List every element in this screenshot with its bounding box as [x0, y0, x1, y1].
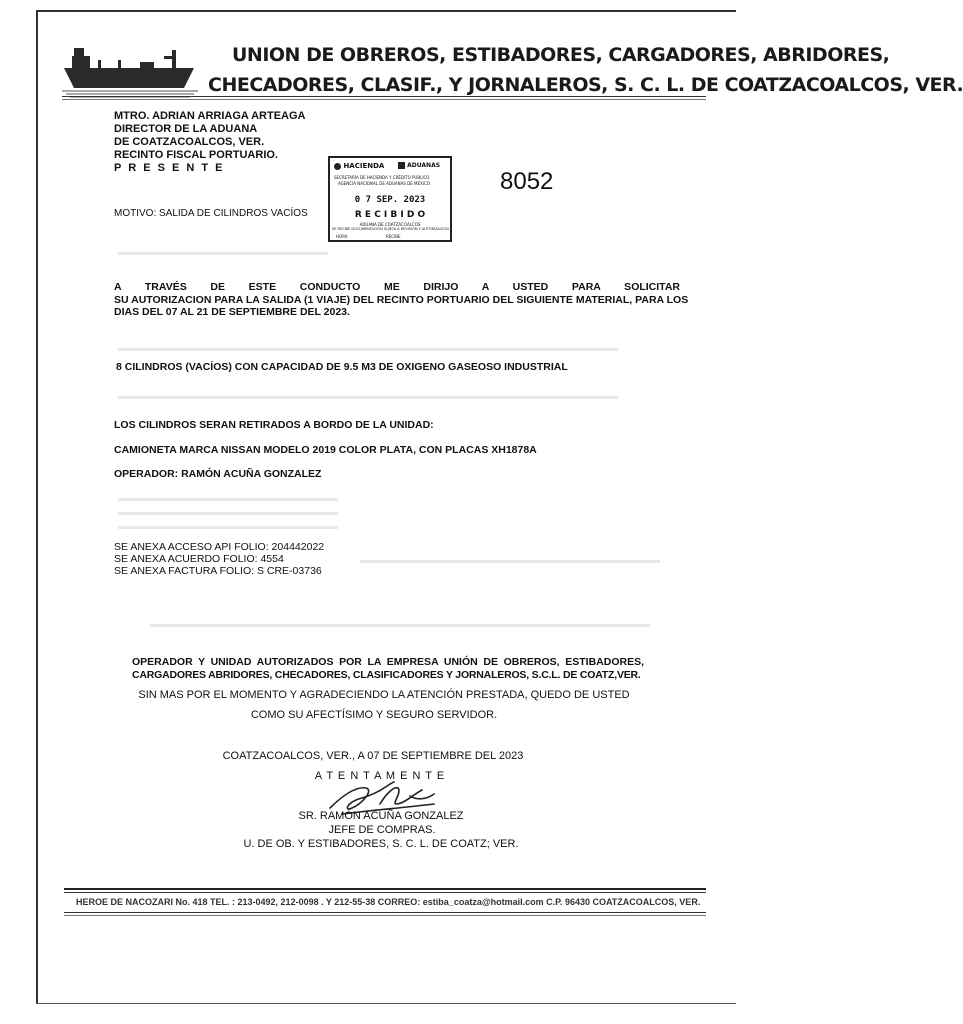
footer-rule-top [64, 888, 706, 890]
letterhead-rule [62, 96, 706, 97]
letterhead-line-1: UNION DE OBREROS, ESTIBADORES, CARGADORES, ABRIDORES, [232, 44, 890, 66]
request-line-1: A TRAVÉS DE ESTE CONDUCTO ME DIRIJO A USTED PARA SOLICITAR [114, 281, 680, 293]
annex-item: SE ANEXA ACCESO API FOLIO: 204442022 [114, 541, 325, 553]
annex-item: SE ANEXA ACUERDO FOLIO: 4554 [114, 553, 284, 565]
authorization-line-1: OPERADOR Y UNIDAD AUTORIZADOS POR LA EMPRESA UNIÓN DE OBREROS, ESTIBADORES, [132, 656, 644, 668]
vehicle-intro: LOS CILINDROS SERAN RETIRADOS A BORDO DE LA UNIDAD: [114, 419, 434, 431]
request-line-2: SU AUTORIZACION PARA LA SALIDA (1 VIAJE) DEL RECINTO PORTUARIO DEL SIGUIENTE MATERIAL, PARA LOS [114, 293, 689, 306]
bleed-through-mark [360, 560, 660, 563]
hacienda-logo-icon [334, 163, 341, 170]
bleed-through-mark [118, 348, 618, 351]
vehicle-description: CAMIONETA MARCA NISSAN MODELO 2019 COLOR PLATA, CON PLACAS XH1878A [114, 444, 537, 456]
page-border-bottom [36, 1003, 736, 1004]
stamp-agency-2: AGENCIA NACIONAL DE ADUANAS DE MÉXICO [338, 181, 430, 186]
bleed-through-mark [118, 526, 338, 529]
stamp-aduanas: ADUANAS [407, 162, 441, 169]
authorization-line-2: CARGADORES ABRIDORES, CHECADORES, CLASIFICADORES Y JORNALEROS, S.C.L. DE COATZ,VER. [132, 669, 641, 681]
stamp-hora: HORA [336, 234, 348, 239]
closing-line-2: COMO SU AFECTÍSIMO Y SEGURO SERVIDOR. [250, 709, 498, 721]
bleed-through-mark [118, 498, 338, 501]
bleed-through-mark [118, 252, 328, 255]
addressee-block [114, 110, 305, 175]
footer-rule-bottom-thin [64, 915, 706, 916]
addressee-title: DIRECTOR DE LA ADUANA [114, 123, 258, 135]
addressee-city: DE COATZACOALCOS, VER. [114, 136, 265, 148]
annex-item: SE ANEXA FACTURA FOLIO: S CRE-03736 [114, 565, 322, 577]
annex-list [114, 541, 324, 577]
letterhead-rule-thin [62, 99, 706, 100]
place-and-date: COATZACOALCOS, VER., A 07 DE SEPTIEMBRE DEL 2023 [222, 750, 524, 762]
material-description: 8 CILINDROS (VACÍOS) CON CAPACIDAD DE 9.5 M3 DE OXIGENO GASEOSO INDUSTRIAL [116, 361, 568, 373]
operator-line: OPERADOR: RAMÓN ACUÑA GONZALEZ [114, 468, 322, 480]
salutation: A T E N T A M E N T E [314, 770, 446, 782]
signer-title: JEFE DE COMPRAS. [328, 824, 436, 836]
folio-number: 8052 [500, 168, 554, 195]
closing-line-1: SIN MAS POR EL MOMENTO Y AGRADECIENDO LA ATENCIÓN PRESTADA, QUEDO DE USTED [138, 689, 630, 701]
page-border-left [36, 10, 38, 1004]
bleed-through-mark [118, 512, 338, 515]
stamp-agency-1: SECRETARÍA DE HACIENDA Y CRÉDITO PÚBLICO [334, 175, 430, 180]
motivo-line: MOTIVO: SALIDA DE CILINDROS VACÍOS [114, 208, 308, 219]
reception-stamp [328, 156, 452, 242]
page-border-top [36, 10, 736, 12]
letterhead-line-2: CHECADORES, CLASIF., Y JORNALEROS, S. C. L. DE COATZACOALCOS, VER. [208, 74, 963, 96]
stamp-subtitle-2: SE RECIBE DOCUMENTACIÓN SUJETA A REVISIÓN Y AUTORIZACIÓN [332, 227, 449, 231]
request-line-3: DIAS DEL 07 AL 21 DE SEPTIEMBRE DEL 2023. [114, 306, 350, 318]
stamp-hacienda: HACIENDA [343, 162, 385, 170]
addressee-name: MTRO. ADRIAN ARRIAGA ARTEAGA [114, 110, 306, 122]
addressee-presente: P R E S E N T E [114, 162, 225, 174]
stamp-recibe: RECIBE [386, 234, 401, 239]
ship-logo-icon [60, 42, 200, 102]
aduanas-logo-icon [398, 162, 405, 169]
request-paragraph [114, 281, 689, 319]
signer-organization: U. DE OB. Y ESTIBADORES, S. C. L. DE COATZ; VER. [243, 838, 519, 850]
stamp-date: 0 7 SEP. 2023 [354, 195, 426, 205]
signer-name: SR. RAMÓN ACUÑA GONZALEZ [298, 810, 464, 822]
stamp-subtitle-1: ADUANA DE COATZACOALCOS [359, 222, 421, 227]
footer-rule-thin [64, 892, 706, 893]
bleed-through-mark [150, 624, 650, 627]
bleed-through-mark [118, 396, 618, 399]
addressee-facility: RECINTO FISCAL PORTUARIO. [114, 149, 278, 161]
footer-contact: HEROE DE NACOZARI No. 418 TEL. : 213-0492, 212-0098 . Y 212-55-38 CORREO: estiba_coatza@hotmail.com C.P. 96430 COATZACOALCOS, VER. [76, 897, 701, 907]
footer-rule-bottom [64, 912, 706, 913]
authorization-paragraph [132, 656, 644, 682]
stamp-recibido: R E C I B I D O [354, 210, 426, 220]
